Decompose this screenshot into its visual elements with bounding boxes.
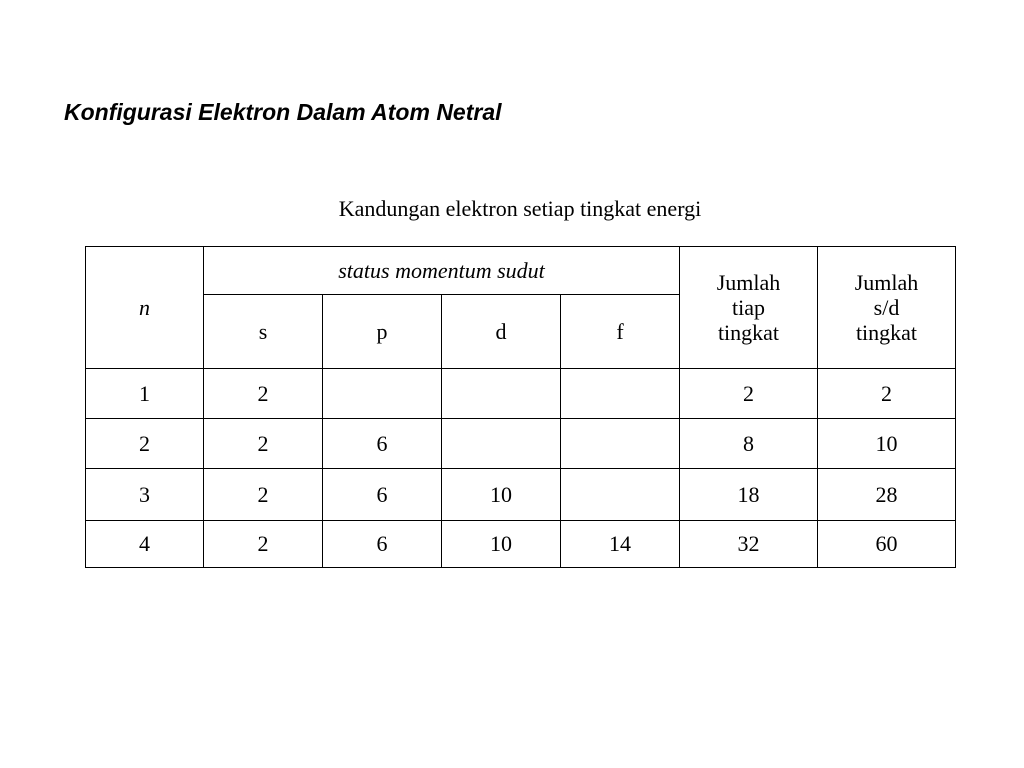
- cell-p: 6: [323, 521, 442, 568]
- cell-jumlah-sd: 10: [818, 419, 956, 469]
- cell-f: [561, 419, 680, 469]
- cell-s: 2: [204, 369, 323, 419]
- table-caption: Kandungan elektron setiap tingkat energi: [338, 196, 702, 221]
- cell-s: 2: [204, 469, 323, 521]
- cell-d: 10: [442, 469, 561, 521]
- cell-d: [442, 369, 561, 419]
- header-n: n: [86, 247, 204, 369]
- cell-jumlah-tiap: 2: [680, 369, 818, 419]
- header-jumlah-sd-tingkat: [818, 247, 956, 369]
- table-header-row: [86, 247, 956, 295]
- cell-n: 4: [86, 521, 204, 568]
- cell-d: 10: [442, 521, 561, 568]
- electron-configuration-table: [85, 246, 956, 568]
- cell-s: 2: [204, 419, 323, 469]
- cell-jumlah-sd: 2: [818, 369, 956, 419]
- cell-d: [442, 419, 561, 469]
- cell-n: 3: [86, 469, 204, 521]
- table-row: [86, 419, 956, 469]
- header-jumlah-tiap-line: tiap: [732, 294, 765, 320]
- cell-jumlah-sd: 28: [818, 469, 956, 521]
- cell-jumlah-tiap: 8: [680, 419, 818, 469]
- table-row: [86, 369, 956, 419]
- cell-p: 6: [323, 419, 442, 469]
- header-jumlah-sd-line: s/d: [873, 294, 900, 320]
- cell-p: 6: [323, 469, 442, 521]
- cell-f: [561, 469, 680, 521]
- header-status-momentum-sudut: status momentum sudut: [204, 247, 680, 295]
- cell-s: 2: [204, 521, 323, 568]
- header-jumlah-tiap-line: tingkat: [717, 320, 780, 346]
- header-jumlah-sd-line: Jumlah: [854, 269, 919, 295]
- cell-f: [561, 369, 680, 419]
- header-jumlah-tiap-line: Jumlah: [716, 269, 781, 295]
- header-jumlah-sd-line: tingkat: [855, 320, 918, 346]
- header-jumlah-tiap-tingkat: [680, 247, 818, 369]
- table-row: [86, 469, 956, 521]
- cell-jumlah-tiap: 18: [680, 469, 818, 521]
- cell-n: 2: [86, 419, 204, 469]
- header-subshell-p: p: [323, 295, 442, 369]
- header-subshell-f: f: [561, 295, 680, 369]
- header-subshell-d: d: [442, 295, 561, 369]
- cell-n: 1: [86, 369, 204, 419]
- header-subshell-s: s: [204, 295, 323, 369]
- cell-p: [323, 369, 442, 419]
- cell-jumlah-sd: 60: [818, 521, 956, 568]
- slide-title: Konfigurasi Elektron Dalam Atom Netral: [64, 99, 502, 125]
- cell-f: 14: [561, 521, 680, 568]
- table-row: [86, 521, 956, 568]
- cell-jumlah-tiap: 32: [680, 521, 818, 568]
